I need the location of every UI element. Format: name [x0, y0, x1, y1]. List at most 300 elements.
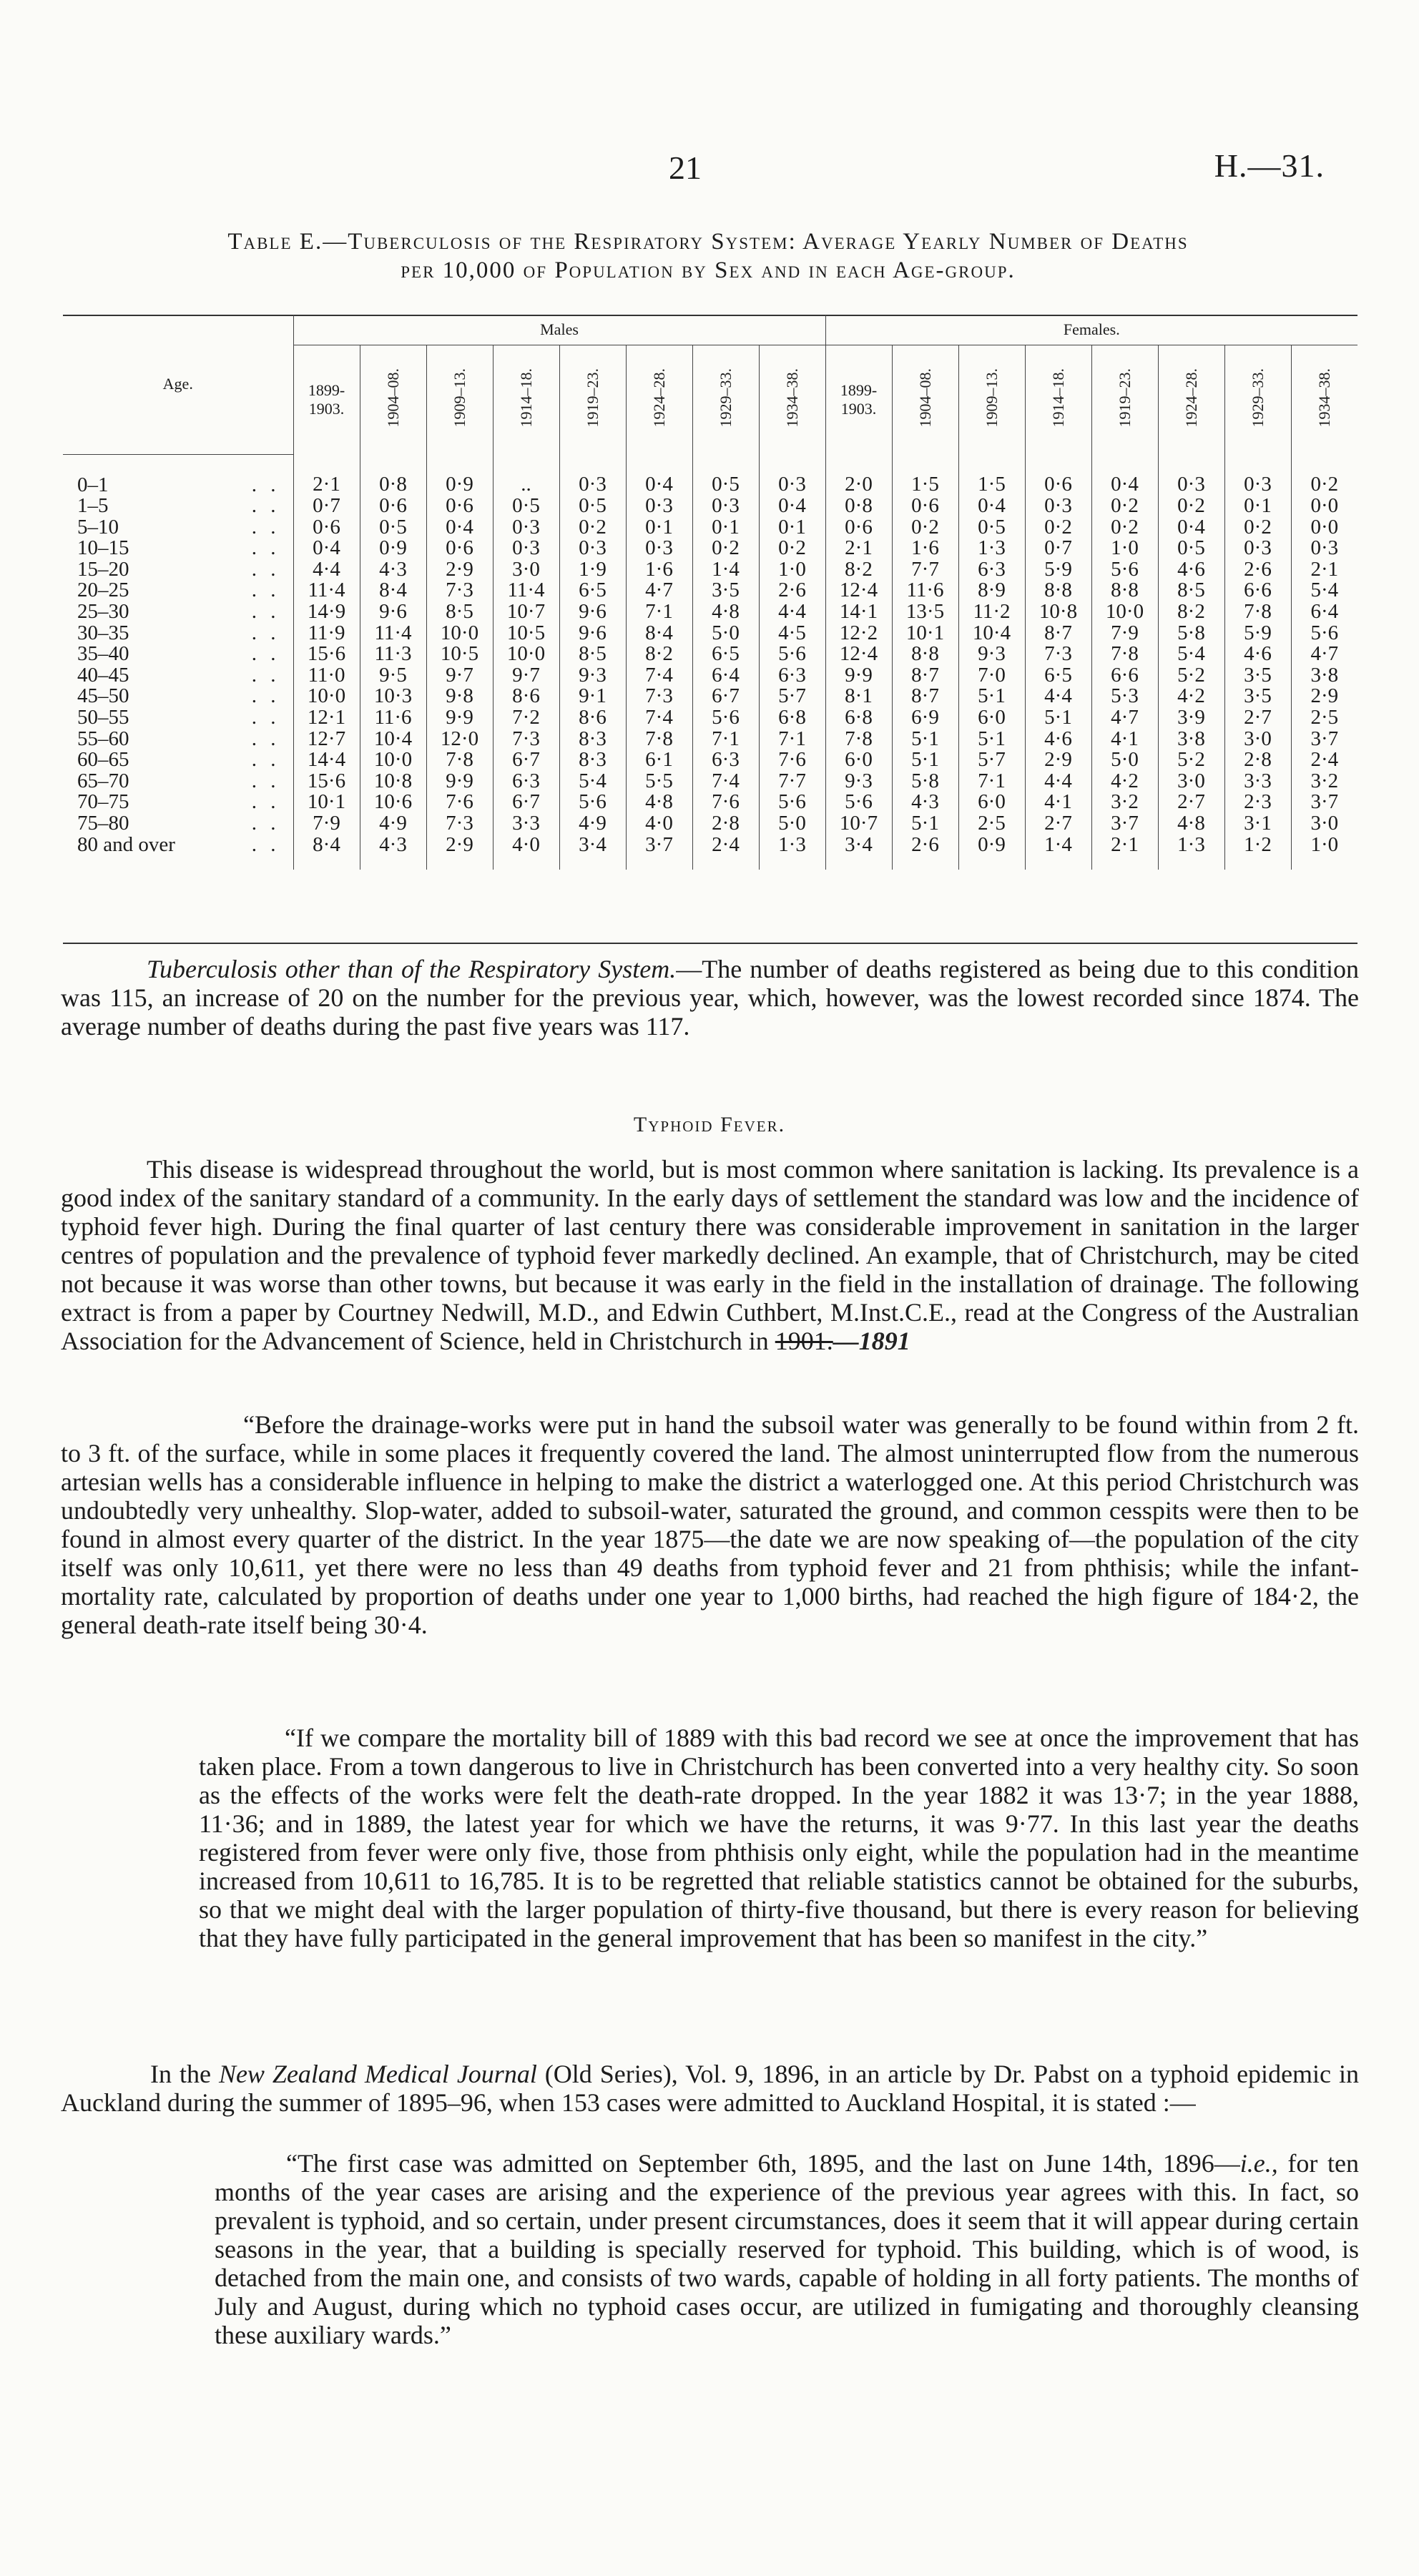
females-rate-cell: 8·9: [958, 580, 1025, 601]
males-rate-cell: 0·5: [360, 517, 426, 539]
females-rate-cell: 2·9: [1025, 749, 1091, 771]
females-rate-cell: 0·2: [1091, 517, 1158, 539]
males-rate-cell: 0·9: [360, 538, 426, 559]
females-rate-cell: 8·8: [892, 644, 958, 665]
males-rate-cell: 0·3: [493, 538, 559, 559]
table-row: [63, 644, 1357, 665]
females-rate-cell: 2·5: [1291, 707, 1357, 729]
females-rate-cell: 0·5: [1158, 538, 1224, 559]
males-rate-cell: 9·6: [559, 601, 626, 623]
period-header-males-2: [426, 345, 493, 455]
table-row: [63, 496, 1357, 517]
males-rate-cell: 2·6: [759, 580, 825, 601]
females-rate-cell: 8·1: [825, 686, 892, 707]
males-rate-cell: 3·3: [493, 813, 559, 835]
females-rate-cell: 4·1: [1091, 729, 1158, 750]
females-rate-cell: 2·5: [958, 813, 1025, 835]
males-rate-cell: 6·7: [692, 686, 759, 707]
males-rate-cell: 11·4: [493, 580, 559, 601]
females-rate-cell: 1·6: [892, 538, 958, 559]
males-rate-cell: 9·6: [360, 601, 426, 623]
females-rate-cell: 5·8: [1158, 623, 1224, 644]
females-rate-cell: 8·2: [1158, 601, 1224, 623]
females-rate-cell: 4·4: [1025, 771, 1091, 792]
males-rate-cell: 5·0: [759, 813, 825, 835]
females-rate-cell: 3·0: [1224, 729, 1291, 750]
period-label: 1899-1903.: [840, 381, 878, 418]
females-rate-cell: 2·6: [892, 835, 958, 870]
table-row: [63, 538, 1357, 559]
females-rate-cell: 0·2: [1025, 517, 1091, 539]
females-rate-cell: 4·2: [1091, 771, 1158, 792]
period-label: 1934–38.: [1315, 368, 1333, 428]
females-rate-cell: 3·5: [1224, 686, 1291, 707]
females-rate-cell: 6·3: [958, 559, 1025, 581]
quote3-rest: for ten months of the year cases are arising and the experience of the previous year agrees with this. In fact, so prevalent is typhoid, and so certain, under present circumstances, does it seem that it will appear during certain seasons in the year, that a building is specially reserved for typhoid. This building, which is of wood, is detached from the main one, and consists of two wards, capable of holding in all forty patients. The months of July and August, during which no typhoid cases occur, are utilized in fumigating and thoroughly cleansing these auxiliary wards.”: [215, 2149, 1359, 2349]
males-rate-cell: 9·7: [426, 665, 493, 687]
leader-dots: . .: [251, 536, 280, 560]
period-label: 1934–38.: [782, 368, 801, 428]
females-rate-cell: 2·1: [1291, 559, 1357, 581]
males-rate-cell: 4·3: [360, 559, 426, 581]
period-header-males-7: [759, 345, 825, 455]
males-rate-cell: 14·9: [293, 601, 360, 623]
males-rate-cell: 11·9: [293, 623, 360, 644]
males-rate-cell: 14·4: [293, 749, 360, 771]
males-rate-cell: 4·5: [759, 623, 825, 644]
females-rate-cell: 0·3: [1291, 538, 1357, 559]
females-rate-cell: 3·9: [1158, 707, 1224, 729]
females-rate-cell: 3·8: [1291, 665, 1357, 687]
females-rate-cell: 5·4: [1291, 580, 1357, 601]
males-rate-cell: 2·9: [426, 559, 493, 581]
males-rate-cell: 7·6: [692, 792, 759, 813]
males-rate-cell: 4·9: [559, 813, 626, 835]
females-rate-cell: 0·0: [1291, 517, 1357, 539]
females-rate-cell: 3·2: [1291, 771, 1357, 792]
auckland-text-start: In the: [150, 2060, 219, 2088]
leader-dots: . .: [251, 727, 280, 750]
males-rate-cell: 7·3: [426, 580, 493, 601]
males-rate-cell: 7·1: [692, 729, 759, 750]
table-row: [63, 686, 1357, 707]
males-rate-cell: 8·5: [426, 601, 493, 623]
period-label: 1909–13.: [450, 368, 468, 428]
females-rate-cell: 5·9: [1224, 623, 1291, 644]
males-rate-cell: 4·4: [759, 601, 825, 623]
age-group-cell: [63, 707, 293, 729]
females-rate-cell: 0·2: [1291, 454, 1357, 496]
males-rate-cell: 10·6: [360, 792, 426, 813]
females-rate-cell: 3·8: [1158, 729, 1224, 750]
age-group-label: 65–70: [77, 769, 129, 792]
females-rate-cell: 0·6: [892, 496, 958, 517]
age-group-label: 0–1: [77, 473, 109, 496]
females-rate-cell: 10·4: [958, 623, 1025, 644]
age-group-label: 1–5: [77, 494, 109, 518]
males-rate-cell: 6·4: [692, 665, 759, 687]
males-rate-cell: 6·7: [493, 792, 559, 813]
females-rate-cell: 0·0: [1291, 496, 1357, 517]
males-rate-cell: 4·4: [293, 559, 360, 581]
males-rate-cell: 7·9: [293, 813, 360, 835]
leader-dots: . .: [251, 557, 280, 581]
males-rate-cell: 7·3: [626, 686, 692, 707]
table-row: [63, 835, 1357, 870]
males-rate-cell: 1·9: [559, 559, 626, 581]
males-rate-cell: 10·5: [426, 644, 493, 665]
males-rate-cell: 5·6: [759, 644, 825, 665]
females-rate-cell: 1·2: [1224, 835, 1291, 870]
females-rate-cell: 0·2: [892, 517, 958, 539]
females-rate-cell: 2·6: [1224, 559, 1291, 581]
females-rate-cell: 0·2: [1158, 496, 1224, 517]
females-rate-cell: 2·3: [1224, 792, 1291, 813]
females-rate-cell: 14·1: [825, 601, 892, 623]
table-row: [63, 454, 1357, 496]
males-rate-cell: 3·0: [493, 559, 559, 581]
males-rate-cell: 7·4: [626, 707, 692, 729]
quote-paragraph-2: “If we compare the mortality bill of 1889 with this bad record we see at once the improvement that has taken place. From a town dangerous to live in Christchurch has been converted into a very healthy city. So soon as the effects of the works were felt the death-rate dropped. In the year 1882 it was 13·7; in the year 1888, 11·36; and in 1889, the latest year for which we have the returns, it was 9·77. In this last year the deaths registered from fever were only five, those from phthisis only eight, while the population had in the meantime increased from 10,611 to 16,785. It is to be regretted that reliable statistics cannot be obtained for the suburbs, so that we might deal with the larger population of thirty-five thousand, but there is every reason for believing that they have fully participated in the general improvement that has been so manifest in the city.”: [199, 1724, 1359, 1952]
period-header-females-2: [958, 345, 1025, 455]
period-header-females-4: [1091, 345, 1158, 455]
females-rate-cell: 0·5: [958, 517, 1025, 539]
table-row: [63, 517, 1357, 539]
males-rate-cell: 3·5: [692, 580, 759, 601]
females-rate-cell: 2·7: [1158, 792, 1224, 813]
females-rate-cell: 3·7: [1291, 792, 1357, 813]
males-rate-cell: 8·5: [559, 644, 626, 665]
table-row: [63, 623, 1357, 644]
males-rate-cell: 6·5: [559, 580, 626, 601]
age-group-cell: [63, 601, 293, 623]
period-label: 1909–13.: [982, 368, 1001, 428]
males-rate-cell: 0·6: [293, 517, 360, 539]
age-group-label: 30–35: [77, 621, 129, 644]
females-rate-cell: 10·1: [892, 623, 958, 644]
males-rate-cell: 8·6: [559, 707, 626, 729]
males-rate-cell: 0·6: [360, 496, 426, 517]
males-rate-cell: ..: [493, 454, 559, 496]
struck-year: 1901.: [775, 1327, 833, 1355]
auckland-paragraph: [61, 2060, 1359, 2117]
females-rate-cell: 0·3: [1158, 454, 1224, 496]
males-rate-cell: 10·0: [293, 686, 360, 707]
females-rate-cell: 8·2: [825, 559, 892, 581]
males-rate-cell: 0·5: [692, 454, 759, 496]
males-rate-cell: 9·6: [559, 623, 626, 644]
females-rate-cell: 7·8: [1091, 644, 1158, 665]
females-rate-cell: 1·5: [958, 454, 1025, 496]
females-rate-cell: 5·6: [1091, 559, 1158, 581]
period-label: 1929–33.: [716, 368, 735, 428]
males-rate-cell: 4·8: [692, 601, 759, 623]
females-rate-cell: 6·9: [892, 707, 958, 729]
males-rate-cell: 8·4: [360, 580, 426, 601]
males-rate-cell: 5·4: [559, 771, 626, 792]
females-rate-cell: 3·4: [825, 835, 892, 870]
females-rate-cell: 2·9: [1291, 686, 1357, 707]
females-rate-cell: 1·3: [958, 538, 1025, 559]
males-rate-cell: 4·9: [360, 813, 426, 835]
males-rate-cell: 6·3: [759, 665, 825, 687]
leader-dots: . .: [251, 812, 280, 835]
females-rate-cell: 4·2: [1158, 686, 1224, 707]
table-row: [63, 707, 1357, 729]
males-rate-cell: 5·6: [692, 707, 759, 729]
age-group-label: 75–80: [77, 812, 129, 835]
leader-dots: . .: [251, 684, 280, 708]
females-rate-cell: 0·6: [825, 517, 892, 539]
males-rate-cell: 5·6: [559, 792, 626, 813]
males-rate-cell: 0·3: [493, 517, 559, 539]
males-rate-cell: 9·8: [426, 686, 493, 707]
males-rate-cell: 7·6: [759, 749, 825, 771]
table-row: [63, 665, 1357, 687]
period-label: 1924–28.: [649, 368, 668, 428]
males-rate-cell: 8·3: [559, 749, 626, 771]
males-rate-cell: 10·8: [360, 771, 426, 792]
males-rate-cell: 0·2: [759, 538, 825, 559]
period-header-males-4: [559, 345, 626, 455]
males-rate-cell: 0·5: [493, 496, 559, 517]
females-rate-cell: 4·3: [892, 792, 958, 813]
age-group-cell: [63, 538, 293, 559]
table-title-line2: per 10,000 of Population by Sex and in each Age-group.: [401, 257, 1016, 283]
males-rate-cell: 8·6: [493, 686, 559, 707]
females-rate-cell: 1·5: [892, 454, 958, 496]
males-rate-cell: 2·9: [426, 835, 493, 870]
age-group-cell: [63, 454, 293, 496]
males-rate-cell: 11·3: [360, 644, 426, 665]
males-rate-cell: 4·3: [360, 835, 426, 870]
females-rate-cell: 3·7: [1091, 813, 1158, 835]
leader-dots: . .: [251, 706, 280, 729]
females-rate-cell: 5·2: [1158, 665, 1224, 687]
females-rate-cell: 10·8: [1025, 601, 1091, 623]
typhoid-intro-paragraph: [61, 1155, 1359, 1355]
males-rate-cell: 1·3: [759, 835, 825, 870]
period-label: 1904–08.: [383, 368, 402, 428]
table-row: [63, 771, 1357, 792]
males-rate-cell: 6·7: [493, 749, 559, 771]
table-row: [63, 813, 1357, 835]
males-rate-cell: 2·1: [293, 454, 360, 496]
females-rate-cell: 7·7: [892, 559, 958, 581]
males-rate-cell: 5·0: [692, 623, 759, 644]
period-header-males-1: [360, 345, 426, 455]
females-rate-cell: 7·9: [1091, 623, 1158, 644]
males-rate-cell: 0·4: [759, 496, 825, 517]
males-rate-cell: 9·7: [493, 665, 559, 687]
males-rate-cell: 0·3: [559, 538, 626, 559]
males-rate-cell: 11·4: [360, 623, 426, 644]
period-header-females-6: [1224, 345, 1291, 455]
tb-other-lead: Tuberculosis other than of the Respiratory System.: [147, 955, 677, 983]
age-group-cell: [63, 580, 293, 601]
females-rate-cell: 2·1: [1091, 835, 1158, 870]
age-group-cell: [63, 771, 293, 792]
males-rate-cell: 6·1: [626, 749, 692, 771]
females-rate-cell: 0·6: [1025, 454, 1091, 496]
age-group-label: 60–65: [77, 748, 129, 772]
typhoid-heading: Typhoid Fever.: [633, 1113, 786, 1136]
females-rate-cell: 8·7: [1025, 623, 1091, 644]
table-row: [63, 559, 1357, 581]
males-rate-cell: 12·1: [293, 707, 360, 729]
leader-dots: . .: [251, 494, 280, 518]
table-row: [63, 729, 1357, 750]
males-rate-cell: 0·8: [360, 454, 426, 496]
males-rate-cell: 3·7: [626, 835, 692, 870]
period-header-females-5: [1158, 345, 1224, 455]
males-rate-cell: 0·7: [293, 496, 360, 517]
leader-dots: . .: [251, 579, 280, 602]
females-rate-cell: 4·6: [1158, 559, 1224, 581]
males-rate-cell: 0·3: [692, 496, 759, 517]
males-rate-cell: 3·4: [559, 835, 626, 870]
males-rate-cell: 5·6: [759, 792, 825, 813]
females-rate-cell: 5·7: [958, 749, 1025, 771]
females-rate-cell: 4·7: [1091, 707, 1158, 729]
females-rate-cell: 0·7: [1025, 538, 1091, 559]
females-rate-cell: 13·5: [892, 601, 958, 623]
males-rate-cell: 0·9: [426, 454, 493, 496]
females-rate-cell: 3·7: [1291, 729, 1357, 750]
males-rate-cell: 12·0: [426, 729, 493, 750]
table-row: [63, 601, 1357, 623]
males-rate-cell: 2·4: [692, 835, 759, 870]
period-label: 1899-1903.: [308, 381, 345, 418]
age-group-cell: [63, 832, 293, 870]
leader-dots: . .: [251, 473, 280, 496]
females-rate-cell: 7·8: [825, 729, 892, 750]
females-rate-cell: 6·5: [1025, 665, 1091, 687]
males-rate-cell: 7·3: [493, 729, 559, 750]
females-rate-cell: 9·9: [825, 665, 892, 687]
males-rate-cell: 7·2: [493, 707, 559, 729]
females-rate-cell: 5·3: [1091, 686, 1158, 707]
age-column-header: Age.: [63, 315, 293, 454]
females-rate-cell: 4·8: [1158, 813, 1224, 835]
males-rate-cell: 11·6: [360, 707, 426, 729]
males-rate-cell: 6·3: [493, 771, 559, 792]
males-rate-cell: 10·7: [493, 601, 559, 623]
females-rate-cell: 6·6: [1224, 580, 1291, 601]
males-rate-cell: 4·0: [626, 813, 692, 835]
period-label: 1914–18.: [516, 368, 535, 428]
males-rate-cell: 1·0: [759, 559, 825, 581]
age-group-label: 70–75: [77, 790, 129, 814]
males-rate-cell: 7·7: [759, 771, 825, 792]
males-rate-cell: 10·4: [360, 729, 426, 750]
males-rate-cell: 0·2: [559, 517, 626, 539]
males-rate-cell: 0·2: [692, 538, 759, 559]
age-group-label: 35–40: [77, 642, 129, 666]
males-rate-cell: 9·9: [426, 771, 493, 792]
females-rate-cell: 9·3: [958, 644, 1025, 665]
age-group-label: 40–45: [77, 663, 129, 687]
females-rate-cell: 0·3: [1224, 538, 1291, 559]
females-rate-cell: 8·7: [892, 686, 958, 707]
males-rate-cell: 8·2: [626, 644, 692, 665]
age-group-cell: [63, 517, 293, 539]
females-rate-cell: 12·4: [825, 580, 892, 601]
handwritten-correction: —1891: [833, 1327, 910, 1355]
males-rate-cell: 0·4: [293, 538, 360, 559]
page-number: 21: [669, 149, 702, 186]
period-header-males-0: [293, 345, 360, 455]
age-group-label: 80 and over: [77, 832, 175, 856]
age-group-cell: [63, 813, 293, 835]
age-group-cell: [63, 559, 293, 581]
age-group-cell: [63, 792, 293, 813]
females-rate-cell: 5·6: [825, 792, 892, 813]
females-rate-cell: 12·2: [825, 623, 892, 644]
females-rate-cell: 8·5: [1158, 580, 1224, 601]
males-rate-cell: 4·7: [626, 580, 692, 601]
period-label: 1919–23.: [583, 368, 602, 428]
females-rate-cell: 6·6: [1091, 665, 1158, 687]
females-rate-cell: 1·0: [1291, 835, 1357, 870]
table-bottom-rule: [63, 943, 1357, 944]
period-header-females-0: [825, 345, 892, 455]
females-rate-cell: 4·6: [1025, 729, 1091, 750]
quote-paragraph-3: [215, 2149, 1359, 2349]
journal-title: New Zealand Medical Journal: [218, 2060, 537, 2088]
males-rate-cell: 5·5: [626, 771, 692, 792]
table-title-line1: Table E.—Tuberculosis of the Respiratory System: Average Yearly Number of Deaths: [227, 229, 1189, 255]
males-rate-cell: 15·6: [293, 644, 360, 665]
females-rate-cell: 3·5: [1224, 665, 1291, 687]
age-group-label: 50–55: [77, 706, 129, 729]
females-rate-cell: 7·8: [1224, 601, 1291, 623]
males-rate-cell: 7·1: [759, 729, 825, 750]
males-rate-cell: 0·1: [626, 517, 692, 539]
period-label: 1929–33.: [1248, 368, 1267, 428]
period-header-males-6: [692, 345, 759, 455]
males-rate-cell: 6·3: [692, 749, 759, 771]
females-rate-cell: 5·6: [1291, 623, 1357, 644]
males-rate-cell: 7·6: [426, 792, 493, 813]
males-rate-cell: 9·1: [559, 686, 626, 707]
males-rate-cell: 0·3: [559, 454, 626, 496]
females-rate-cell: 1·3: [1158, 835, 1224, 870]
females-rate-cell: 5·1: [958, 686, 1025, 707]
females-rate-cell: 5·1: [892, 813, 958, 835]
leader-dots: . .: [251, 769, 280, 792]
females-rate-cell: 7·3: [1025, 644, 1091, 665]
males-rate-cell: 6·5: [692, 644, 759, 665]
males-rate-cell: 6·8: [759, 707, 825, 729]
age-group-cell: [63, 665, 293, 687]
males-rate-cell: 15·6: [293, 771, 360, 792]
period-header-females-7: [1291, 345, 1357, 455]
females-rate-cell: 4·7: [1291, 644, 1357, 665]
males-rate-cell: 2·8: [692, 813, 759, 835]
females-rate-cell: 0·4: [1091, 454, 1158, 496]
males-rate-cell: 10·0: [426, 623, 493, 644]
females-rate-cell: 4·6: [1224, 644, 1291, 665]
period-header-males-5: [626, 345, 692, 455]
females-rate-cell: 2·8: [1224, 749, 1291, 771]
males-rate-cell: 11·4: [293, 580, 360, 601]
females-rate-cell: 3·1: [1224, 813, 1291, 835]
males-rate-cell: 8·4: [626, 623, 692, 644]
males-rate-cell: 1·4: [692, 559, 759, 581]
leader-dots: . .: [251, 748, 280, 772]
leader-dots: . .: [251, 600, 280, 624]
